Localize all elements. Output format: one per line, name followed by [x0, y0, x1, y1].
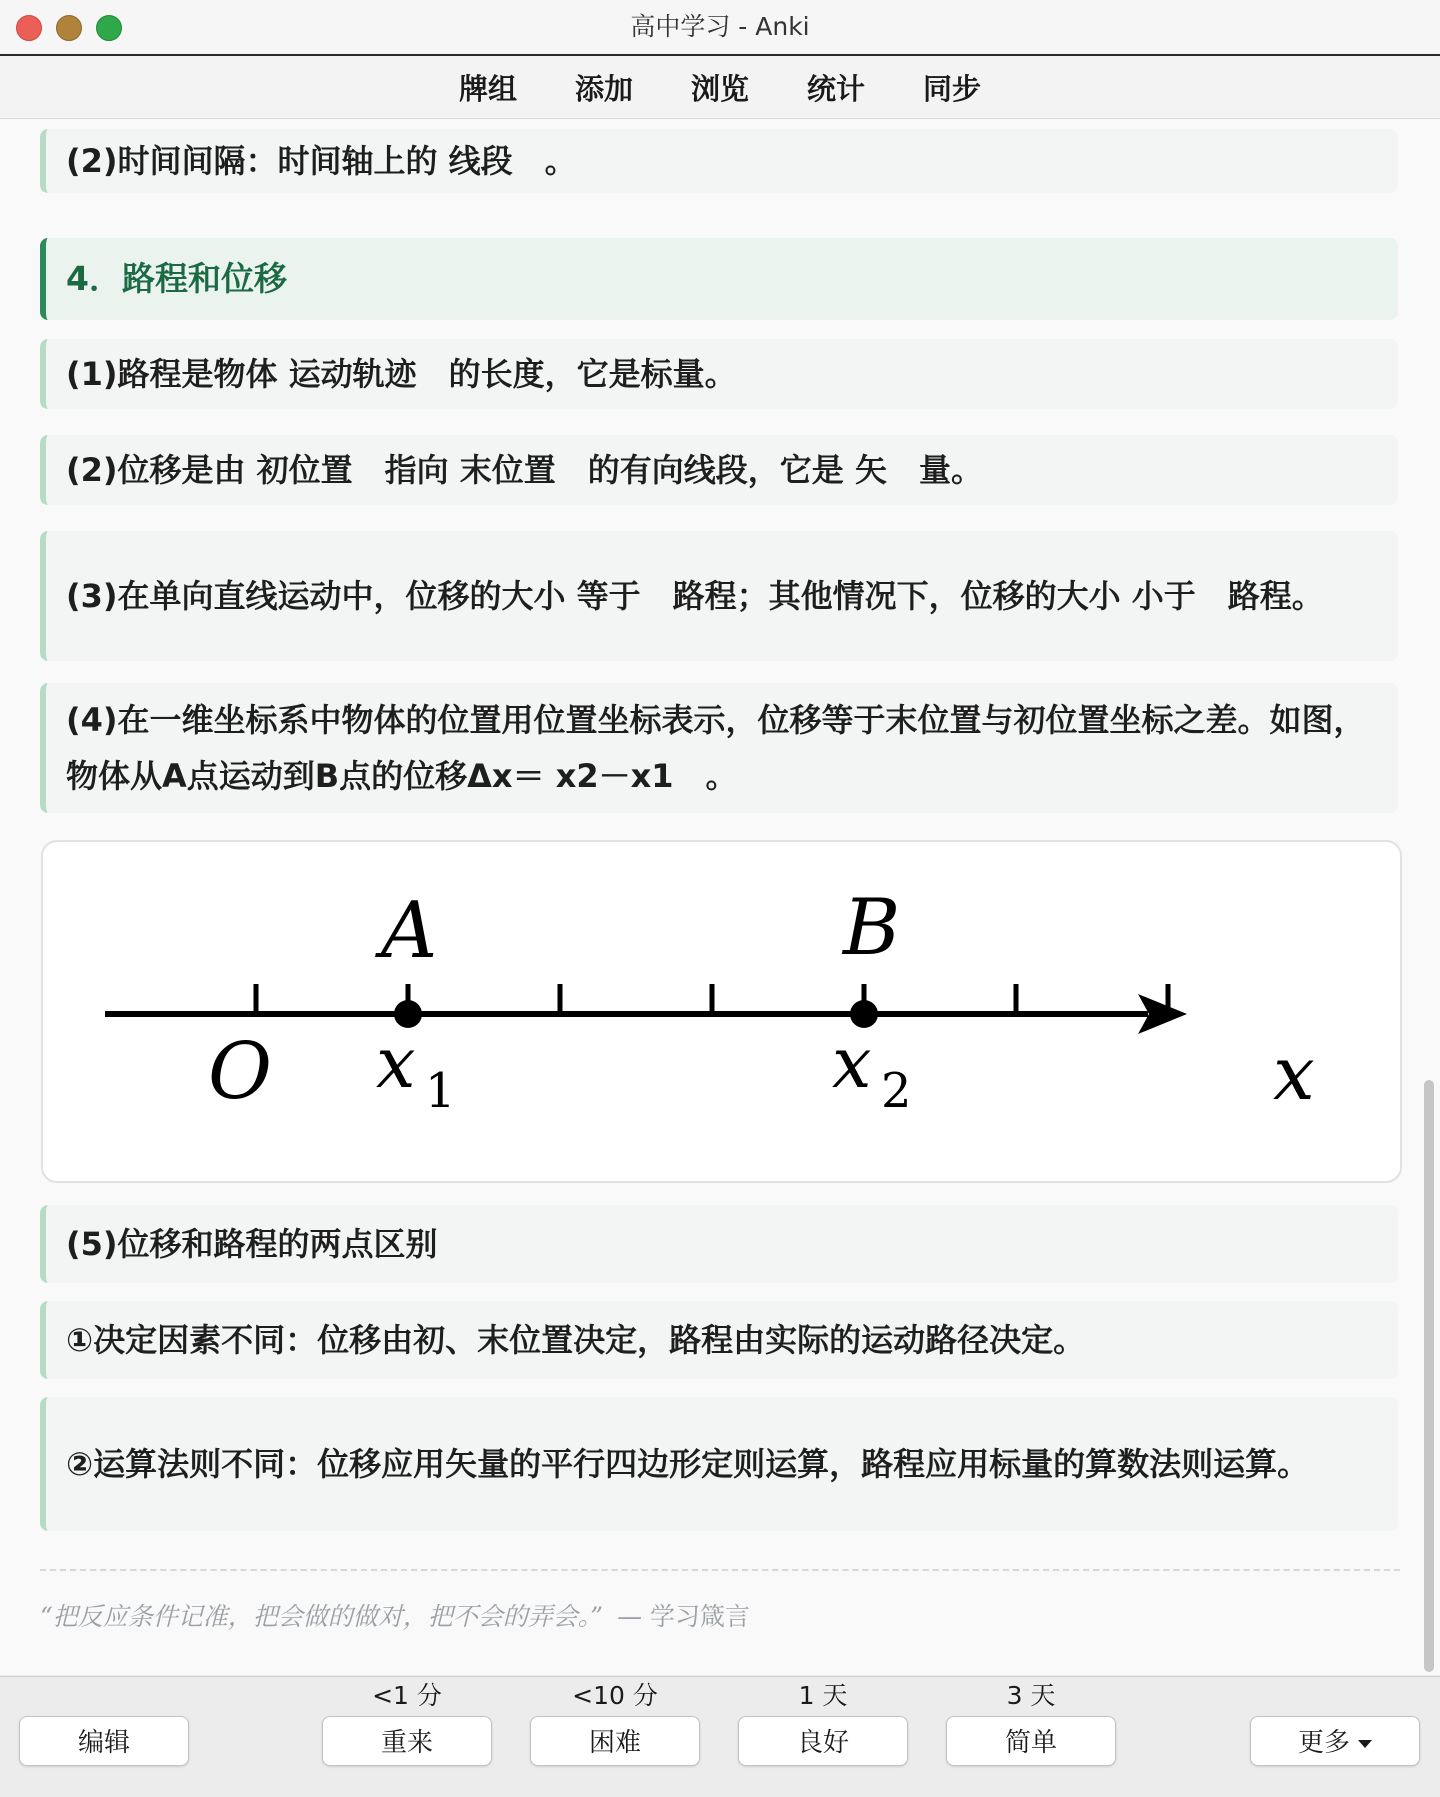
label-a: A	[381, 886, 438, 976]
toolbar-sync[interactable]: 同步	[923, 71, 982, 106]
chevron-down-icon	[1358, 1740, 1372, 1748]
again-button[interactable]: 重来	[322, 1716, 492, 1766]
toolbar-add[interactable]: 添加	[574, 71, 633, 106]
good-button[interactable]: 良好	[738, 1716, 908, 1766]
more-label: 更多	[1297, 1728, 1350, 1758]
number-line-svg	[43, 842, 1400, 1181]
card-item: (3)在单向直线运动中，位移的大小 等于 路程；其他情况下，位移的大小 小于 路程。	[40, 531, 1398, 661]
card-item: (2)位移是由 初位置 指向 末位置 的有向线段，它是 矢 量。	[40, 435, 1398, 505]
toolbar-decks[interactable]: 牌组	[458, 71, 517, 106]
card-item: ②运算法则不同：位移应用矢量的平行四边形定则运算，路程应用标量的算数法则运算。	[40, 1397, 1398, 1531]
card-content[interactable]	[0, 119, 1440, 1675]
toolbar-browse[interactable]: 浏览	[690, 71, 749, 106]
main-toolbar	[0, 56, 1440, 119]
review-bottom-bar	[0, 1676, 1440, 1797]
card-item: (4)在一维坐标系中物体的位置用位置坐标表示，位移等于末位置与初位置坐标之差。如图，物体从A点运动到B点的位移Δx＝ x2－x1 。	[40, 683, 1398, 813]
motto-quote: “把反应条件记准，把会做的做对，把不会的弄会。” — 学习箴言	[40, 1602, 751, 1631]
card-item: (5)位移和路程的两点区别	[40, 1205, 1398, 1283]
card-item: (1)路程是物体 运动轨迹 的长度，它是标量。	[40, 339, 1398, 409]
label-b: B	[843, 883, 901, 973]
card-line-prev: (2)时间间隔：时间轴上的 线段 。	[40, 129, 1398, 193]
hard-button[interactable]: 困难	[530, 1716, 700, 1766]
easy-button[interactable]: 简单	[946, 1716, 1116, 1766]
toolbar-stats[interactable]: 统计	[807, 71, 866, 106]
card-item: ①决定因素不同：位移由初、末位置决定，路程由实际的运动路径决定。	[40, 1301, 1398, 1379]
scrollbar-thumb[interactable]	[1424, 1080, 1434, 1672]
quote-source: — 学习箴言	[617, 1602, 751, 1631]
label-x1-sub: 1	[425, 1063, 456, 1119]
window-title: 高中学习 - Anki	[630, 12, 810, 41]
interval-again: <1 分	[372, 1681, 442, 1710]
interval-easy: 3 天	[1006, 1681, 1056, 1710]
label-axis-x: x	[1273, 1031, 1315, 1117]
interval-hard: <10 分	[572, 1681, 658, 1710]
label-x1: x	[376, 1022, 416, 1104]
divider	[40, 1569, 1400, 1571]
number-line-figure	[41, 840, 1402, 1183]
label-o: O	[208, 1027, 272, 1117]
more-button[interactable]	[1250, 1716, 1420, 1766]
section-heading: 4．路程和位移	[40, 238, 1398, 320]
title-bar	[0, 0, 1440, 56]
interval-good: 1 天	[798, 1681, 848, 1710]
label-x2-sub: 2	[881, 1063, 912, 1119]
label-x2: x	[832, 1022, 872, 1104]
edit-button[interactable]: 编辑	[19, 1716, 189, 1766]
